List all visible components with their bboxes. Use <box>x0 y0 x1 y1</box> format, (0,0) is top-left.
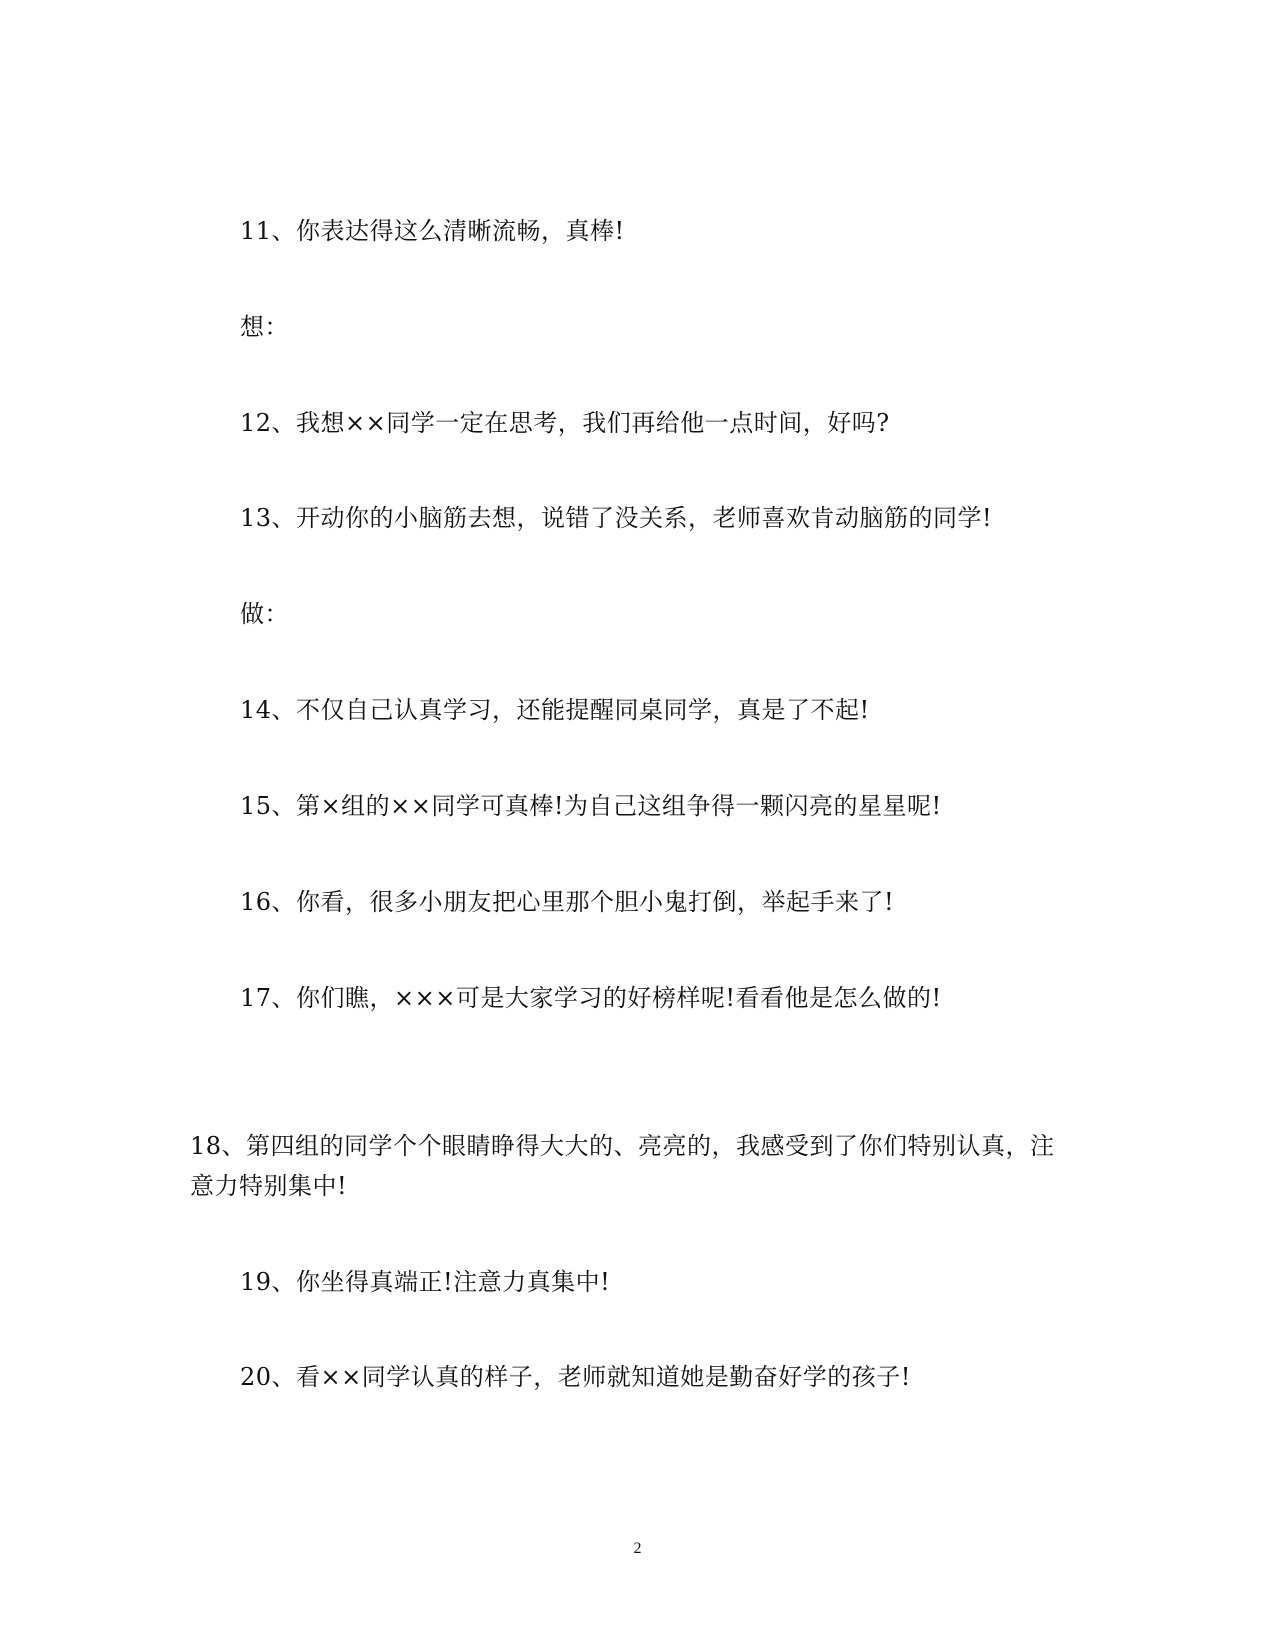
paragraph-12: 12、我想××同学一定在思考，我们再给他一点时间，好吗? <box>240 409 890 437</box>
paragraph-13: 13、开动你的小脑筋去想，说错了没关系，老师喜欢肯动脑筋的同学! <box>240 504 993 532</box>
paragraph-20: 20、看××同学认真的样子，老师就知道她是勤奋好学的孩子! <box>240 1363 911 1391</box>
paragraph-16: 16、你看，很多小朋友把心里那个胆小鬼打倒，举起手来了! <box>240 888 895 916</box>
paragraph-19: 19、你坐得真端正!注意力真集中! <box>240 1268 611 1296</box>
paragraph-17: 17、你们瞧，×××可是大家学习的好榜样呢!看看他是怎么做的! <box>240 984 942 1012</box>
page-number: 2 <box>633 1540 642 1557</box>
section-label-think: 想： <box>240 313 289 341</box>
paragraph-14: 14、不仅自己认真学习，还能提醒同桌同学，真是了不起! <box>240 696 870 724</box>
paragraph-18: 18、第四组的同学个个眼睛睁得大大的、亮亮的，我感受到了你们特别认真，注意力特别集中! <box>190 1132 1055 1200</box>
section-label-do: 做： <box>240 600 289 628</box>
paragraph-11: 11、你表达得这么清晰流畅，真棒! <box>240 217 625 245</box>
paragraph-15: 15、第×组的××同学可真棒!为自己这组争得一颗闪亮的星星呢! <box>240 792 942 820</box>
